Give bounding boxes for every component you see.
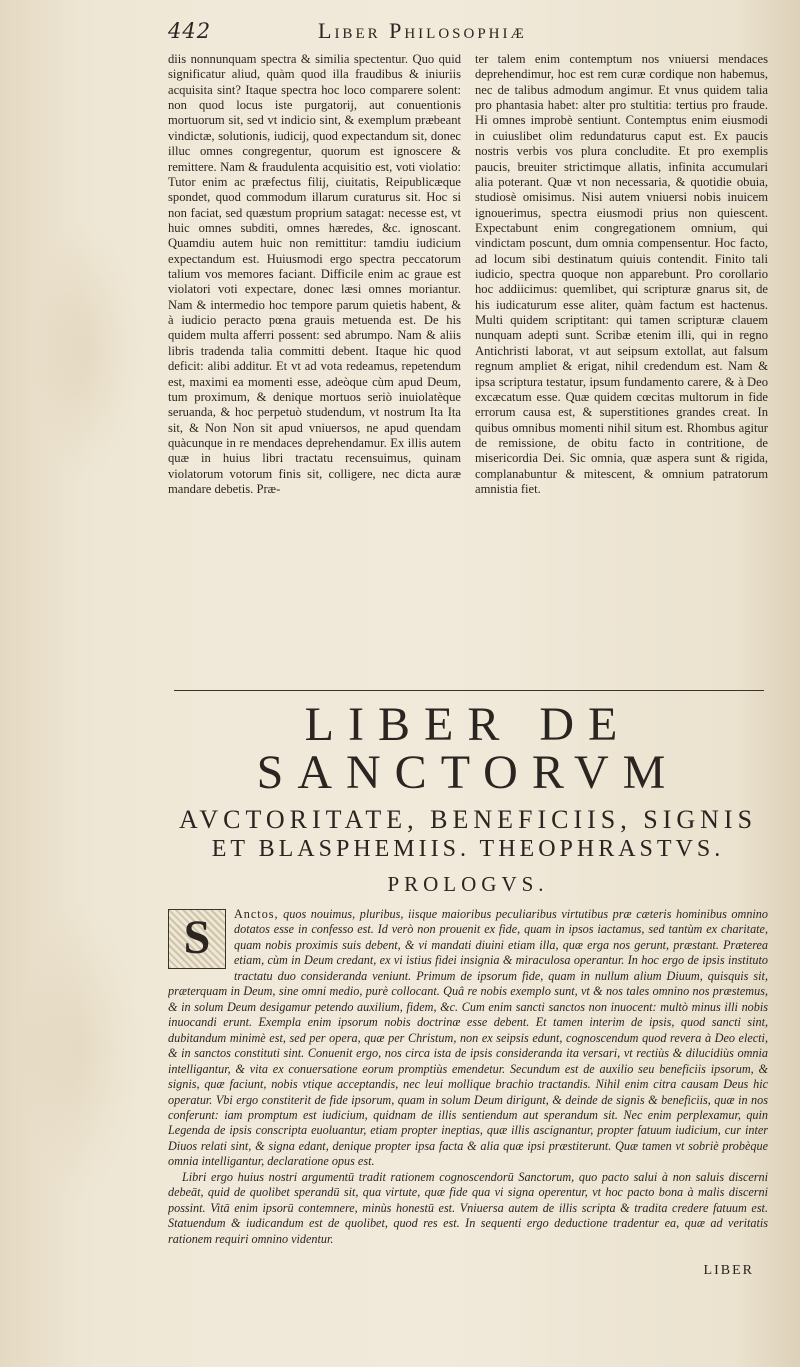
decorated-initial: S bbox=[168, 909, 226, 969]
prologue-text bbox=[168, 907, 768, 1261]
page-header bbox=[168, 18, 768, 52]
catchword: LIBER bbox=[703, 1262, 754, 1278]
left-column bbox=[168, 52, 461, 672]
page-number: 442 bbox=[168, 19, 212, 43]
two-column-text bbox=[168, 52, 768, 672]
left-column-text: diis nonnunquam spectra & similia spectentur. Quo quid significatur aliud, quàm quod illa fraudibus & iniuriis acquisita sint? Itaque spectra hoc loco comparere solent: non quod locus iste purgatorij, aut conuentionis mortuorum sit, sed vt indicio sint, & exemplum præbeant vindictæ, solutionis, iudicij, quod expectandum sit, donec illuc omnes congregentur, quorum est ignoscere & remittere. Nam & fraudulenta acquisitio est, voti violatio: Tutor enim ac præfectus filij, ciuitatis, Reipublicæque spondet, quod commodum illarum curaturus sit. Hoc si non faciat, sed quæstum proprium satagat: necesse est, vt huic omnes subditi, omnes hæredes, &c. ignoscant. Quamdiu autem huic non remittitur: tamdiu iudicium expectandum est. Huiusmodi ergo spectra peccatorum talium vos memores faciant. Difficile enim ac graue est violatori voti expectare, donec læsi omnes moriantur. Nam & intermedio hoc tempore parum quietis habent, & à iudicio peracto pœna grauis metuenda est. De his quidem multa afferri possent: sed abrumpo. Nam & aliis libris tradenda talia committi debent. Itaque hic quod deficit: alibi additur. Et vt ad vota redeamus, repetendum est, maximi ea momenti esse, adeòque cùm apud Deum, tum proximum, & denique mortuos seriò inuiolatèque seruanda, & hoc perpetuò studendum, vt nostrum Ita Ita sit, & Non Non sit apud vniuersos, ne apud quendam quàcunque in re mendaces deprehendamur. Ex illis autem quæ in huius libri tractatu recensuimus, quinam violatorum votorum finis sit, colligere, nec dicta auræ mandare debetis. Præ- bbox=[168, 52, 461, 497]
section-subtitle-author: ET BLASPHEMIIS. THEOPHRASTVS. bbox=[211, 835, 725, 862]
prologue-paragraph-2 bbox=[168, 1170, 768, 1247]
running-title: Liber Philosophiæ bbox=[318, 18, 527, 43]
section-title: LIBER DE SANCTORVM bbox=[256, 698, 680, 799]
prologue-paragraph bbox=[168, 907, 768, 1170]
paper-stain bbox=[30, 220, 140, 480]
section-subtitle: AVCTORITATE, BENEFICIIS, SIGNIS bbox=[178, 805, 758, 834]
right-column-text: ter talem enim contemptum nos vniuersi mendaces deprehendimur, hoc est rem curæ cordique non habemus, nec de talibus admodum angimur. Et vnus quidem talia pro phantasia habet: alter pro stultitia: tertius pro fraude. Hi omnes improbè sentiunt. Contemptus enim eiusmodi in cuiuslibet olim redundaturus caput est. Ex paucis nostris verbis vos plura concludite. Et pro exemplis paucis, breuiter strictimque allatis, infinita accumulari alia poterant. Quæ vt non necessaria, & quotidie obuia, studiosè omisimus. Nisi autem vniuersi nobis inuicem ignouerimus, spectra eiusmodi prius non quiescent. Expectabunt enim congregationem omnium, qui vindictam poscunt, dum omnia compensentur. Hoc facto, ad locum sibi destinatum quiuis contendit. Finito tali iudicio, spectra quoque non apparebunt. Pro corollario hoc addiicimus: quemlibet, qui scripturæ gnarus sit, de his iudicaturum esse aliter, quàm factum est hactenus. Multi quidem scriptitant: qui tamen scripturæ clauem nunquam adepti sunt. Scribæ etenim illi, qui in regno Antichristi laborat, vt aut seipsum extollat, aut falsum regnum ampliet & erigat, nihil credendum est. Nam & ipsa scriptura testatur, ipsum fundamento carere, & à Deo excæcatum esse. Quæ quidem cœcitas multorum in fide errorum causa est, & superstitiones grandes creat. In quibus omnibus momenti nihil situm est. Rhombus agitur de remissione, de obitu facto in contritione, de misericordia Dei. Sic omnia, quæ aspera sunt & rigida, complanabuntur & mitescent, & omnium patratorum amnistia fiet. bbox=[475, 52, 768, 497]
prologue-heading: PROLOGVS. bbox=[387, 871, 549, 896]
paper-stain bbox=[20, 900, 140, 1200]
section-rule bbox=[174, 690, 764, 691]
lead-in-text: Anctos, bbox=[234, 906, 279, 921]
paragraph-text: quos nouimus, pluribus, iisque maioribus peculiaribus virtutibus præ cæteris hominibus omnino dotatos esse in confesso est. Id verò non prouenit ex fide, quam in ipsos iactamus, sed tantùm ex charitate, quam nobis proximis suis debent, & vi mandati diuini etiam illa, quæ erga nos gerunt, præstant. Præterea etiam, cùm in Deum credant, ex vi istius fidei insignia & miraculosa operantur. In hoc ergo de ipsis instituto tractatu duo consideranda veniunt. Primum de ipsorum fide, quam in nullum alium Diuum, quisquis sit, præterquam in Deum, sine omni medio, purè collocant. Quâ re nobis exemplo sunt, vt & nos tales omnino nos præstemus, & in solum Deum desigamur petendo auxilium, fidem, &c. Cum enim sancti sanctos non inuocent: multò minus illi nobis inuocandi erunt. Exempla enim ipsorum nobis doctrinæ esse debent. Et tamen interim de ipsis, quod sancti sint, dubitandum minimè est, sed per opera, quæ per Christum, non ex seipsis edunt, cognoscendum quod revera à Deo electi, & in sanctos constituti sint. Conuenit ergo, nos circa ista de ipsis consideranda ita versari, vt rectiùs & dilucidiùs omnia intelligantur, & vita ex conuersatione eorum promptiùs emendetur. Secundum est de auxilio seu beneficiis ipsorum, & signis, quæ faciunt, nobis vtique acceptandis, nec leui mollique brachio tractandis. Nihil enim citra causam Deus hic operatur. Vbi ergo constiterit de fide ipsorum, quam in solum Deum dirigunt, & deinde de signis & beneficiis, quæ in nos conferunt: iam promptum est iudicium, quidnam de illis sentiendum aut sperandum sit. Nec enim perplexamur, quin Legenda de ipsis conscripta euoluantur, etiam propter ineptias, quæ illis ascignantur, propter fatuum iudicium, cur inter Diuos relati sint, & signa edant, denique propter ipsa facta & alia quæ ipsi præstiterunt. Quæ tamen vt sobriè probèque omnia intelligantur, declaratione opus est. bbox=[168, 906, 768, 1169]
right-column bbox=[475, 52, 768, 672]
paragraph-text-2: Libri ergo huius nostri argumentū tradit rationem cognoscendorū Sanctorum, quo pacto salui à non saluis discerni debeāt, quid de quolibet sperandū sit, qua virtute, quæ fide qua vi signa operentur, vt hoc pacto bona à malis discerni possint. Vitā enim ipsorū contemnere, minùs honestū est. Vniuersa autem de illis scripta & tradita credere fatuum est. Statuendum & iudicandum est de quolibet, quod res est. In sequenti ergo deductione tradentur ea, quæ ad veritatis rationem requiri omnino videntur. bbox=[168, 1169, 768, 1246]
